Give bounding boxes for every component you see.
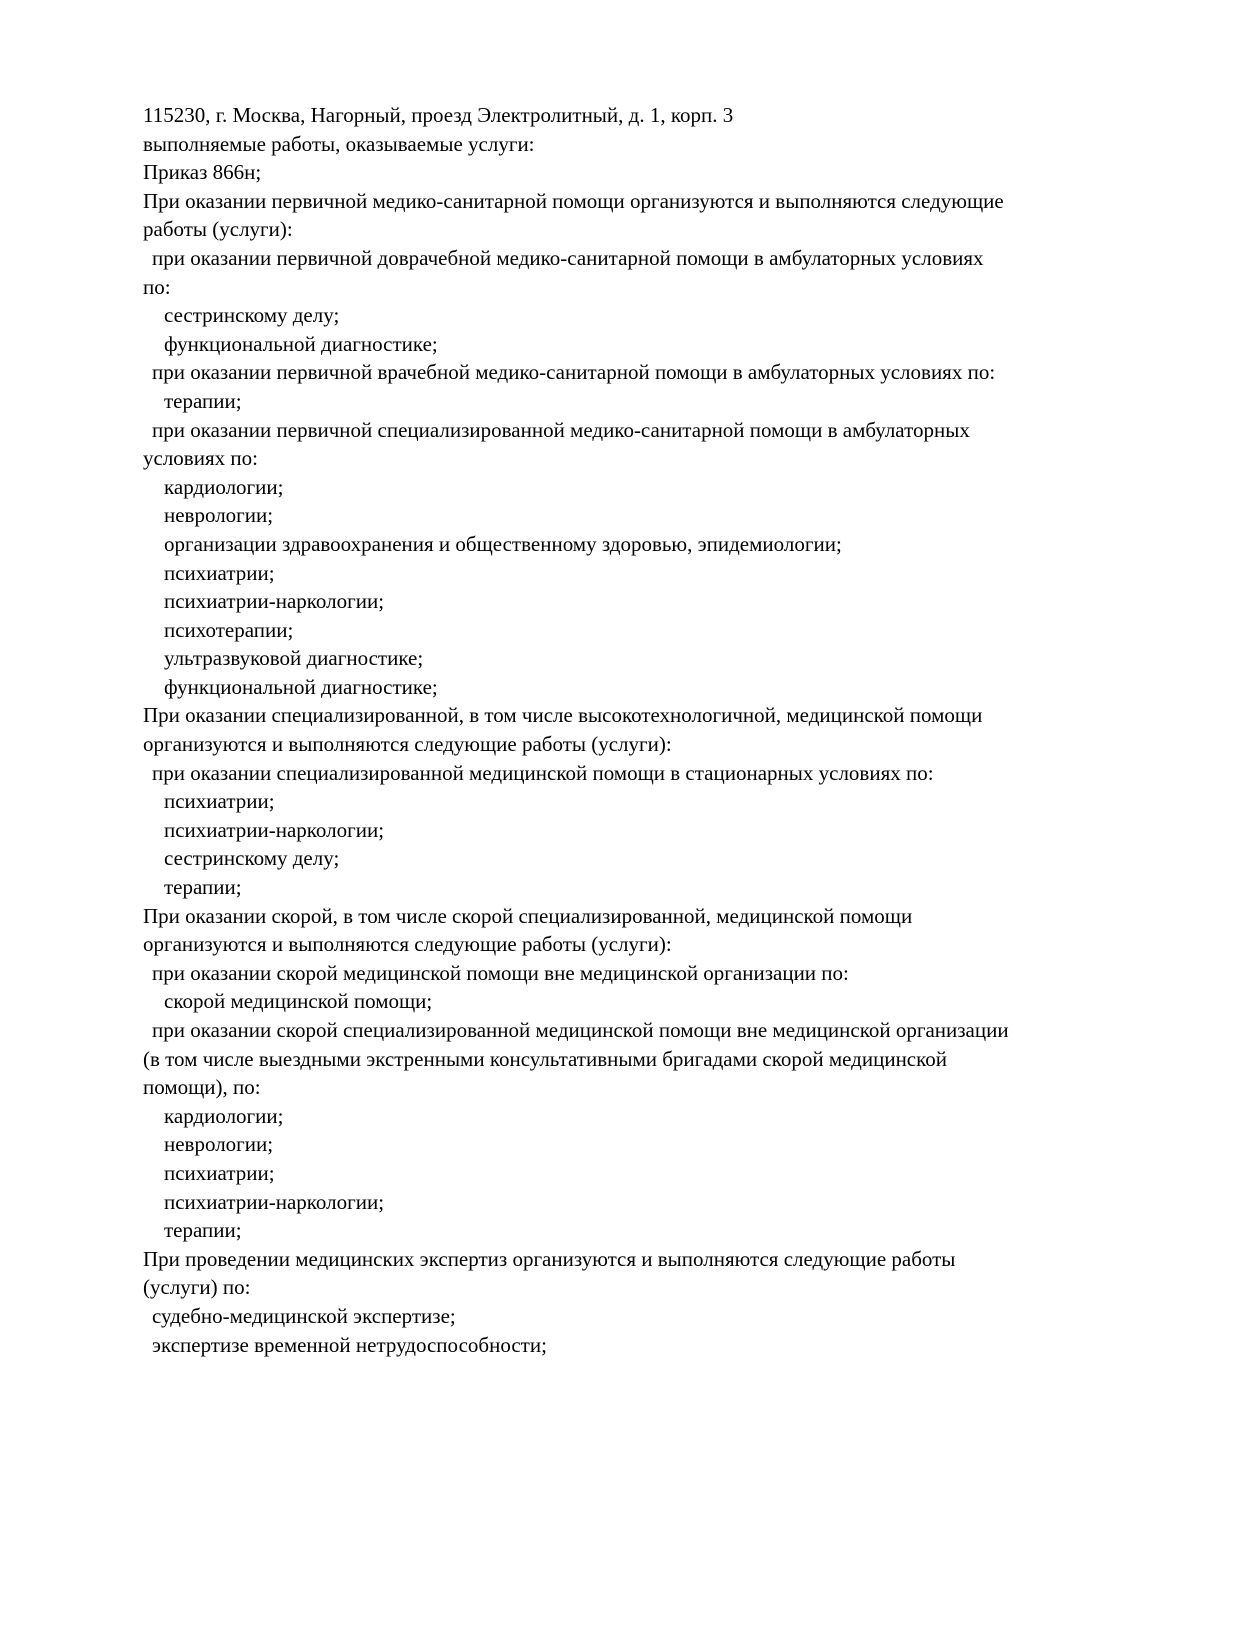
text-line: помощи), по: — [143, 1075, 261, 1100]
text-line: при оказании первичной врачебной медико-санитарной помощи в амбулаторных условиях по: — [152, 360, 996, 385]
text-line: психиатрии-наркологии; — [164, 589, 385, 614]
text-line: экспертизе временной нетрудоспособности; — [152, 1332, 547, 1357]
text-line: сестринскому делу; — [164, 846, 340, 871]
text-line: Приказ 866н; — [143, 160, 262, 185]
text-line: психиатрии; — [164, 789, 275, 814]
text-line: организуются и выполняются следующие работы (услуги): — [143, 932, 672, 957]
text-line: при оказании первичной доврачебной медико-санитарной помощи в амбулаторных условиях — [152, 245, 984, 270]
text-line: при оказании первичной специализированной медико-санитарной помощи в амбулаторных — [152, 417, 970, 442]
text-line: неврологии; — [164, 1132, 274, 1157]
text-line: При оказании специализированной, в том числе высокотехнологичной, медицинской помощи — [143, 703, 983, 728]
text-line: При оказании скорой, в том числе скорой специализированной, медицинской помощи — [143, 903, 913, 928]
text-line: организуются и выполняются следующие работы (услуги): — [143, 732, 672, 757]
text-line: при оказании специализированной медицинской помощи в стационарных условиях по: — [152, 760, 934, 785]
text-line: кардиологии; — [164, 1103, 284, 1128]
text-line: 115230, г. Москва, Нагорный, проезд Электролитный, д. 1, корп. 3 — [143, 103, 734, 127]
text-line: ультразвуковой диагностике; — [164, 646, 424, 671]
text-line: При проведении медицинских экспертиз организуются и выполняются следующие работы — [143, 1246, 956, 1271]
text-line: терапии; — [164, 388, 242, 413]
text-line: сестринскому делу; — [164, 303, 340, 328]
text-line: При оказании первичной медико-санитарной помощи организуются и выполняются следующие — [143, 188, 1004, 213]
text-line: психотерапии; — [164, 617, 294, 642]
document-body — [143, 101, 1163, 1359]
text-line: (услуги) по: — [143, 1275, 251, 1300]
text-line: психиатрии; — [164, 1160, 275, 1185]
text-line: терапии; — [164, 1218, 242, 1243]
text-line: по: — [143, 274, 171, 299]
text-line: работы (услуги): — [143, 217, 293, 242]
text-line: судебно-медицинской экспертизе; — [152, 1303, 456, 1328]
text-line: при оказании скорой медицинской помощи вне медицинской организации по: — [152, 960, 849, 985]
text-line: функциональной диагностике; — [164, 331, 438, 356]
text-line: неврологии; — [164, 503, 274, 528]
text-line: психиатрии; — [164, 560, 275, 585]
text-line: организации здравоохранения и общественному здоровью, эпидемиологии; — [164, 531, 842, 556]
text-line: функциональной диагностике; — [164, 674, 438, 699]
text-line: терапии; — [164, 875, 242, 900]
text-line: (в том числе выездными экстренными консультативными бригадами скорой медицинской — [143, 1046, 947, 1071]
text-line: психиатрии-наркологии; — [164, 817, 385, 842]
text-line: кардиологии; — [164, 474, 284, 499]
text-line: психиатрии-наркологии; — [164, 1189, 385, 1214]
text-line: при оказании скорой специализированной медицинской помощи вне медицинской организации — [152, 1018, 1009, 1042]
text-line: выполняемые работы, оказываемые услуги: — [143, 131, 535, 156]
text-line: условиях по: — [143, 446, 258, 471]
text-line: скорой медицинской помощи; — [164, 989, 433, 1014]
